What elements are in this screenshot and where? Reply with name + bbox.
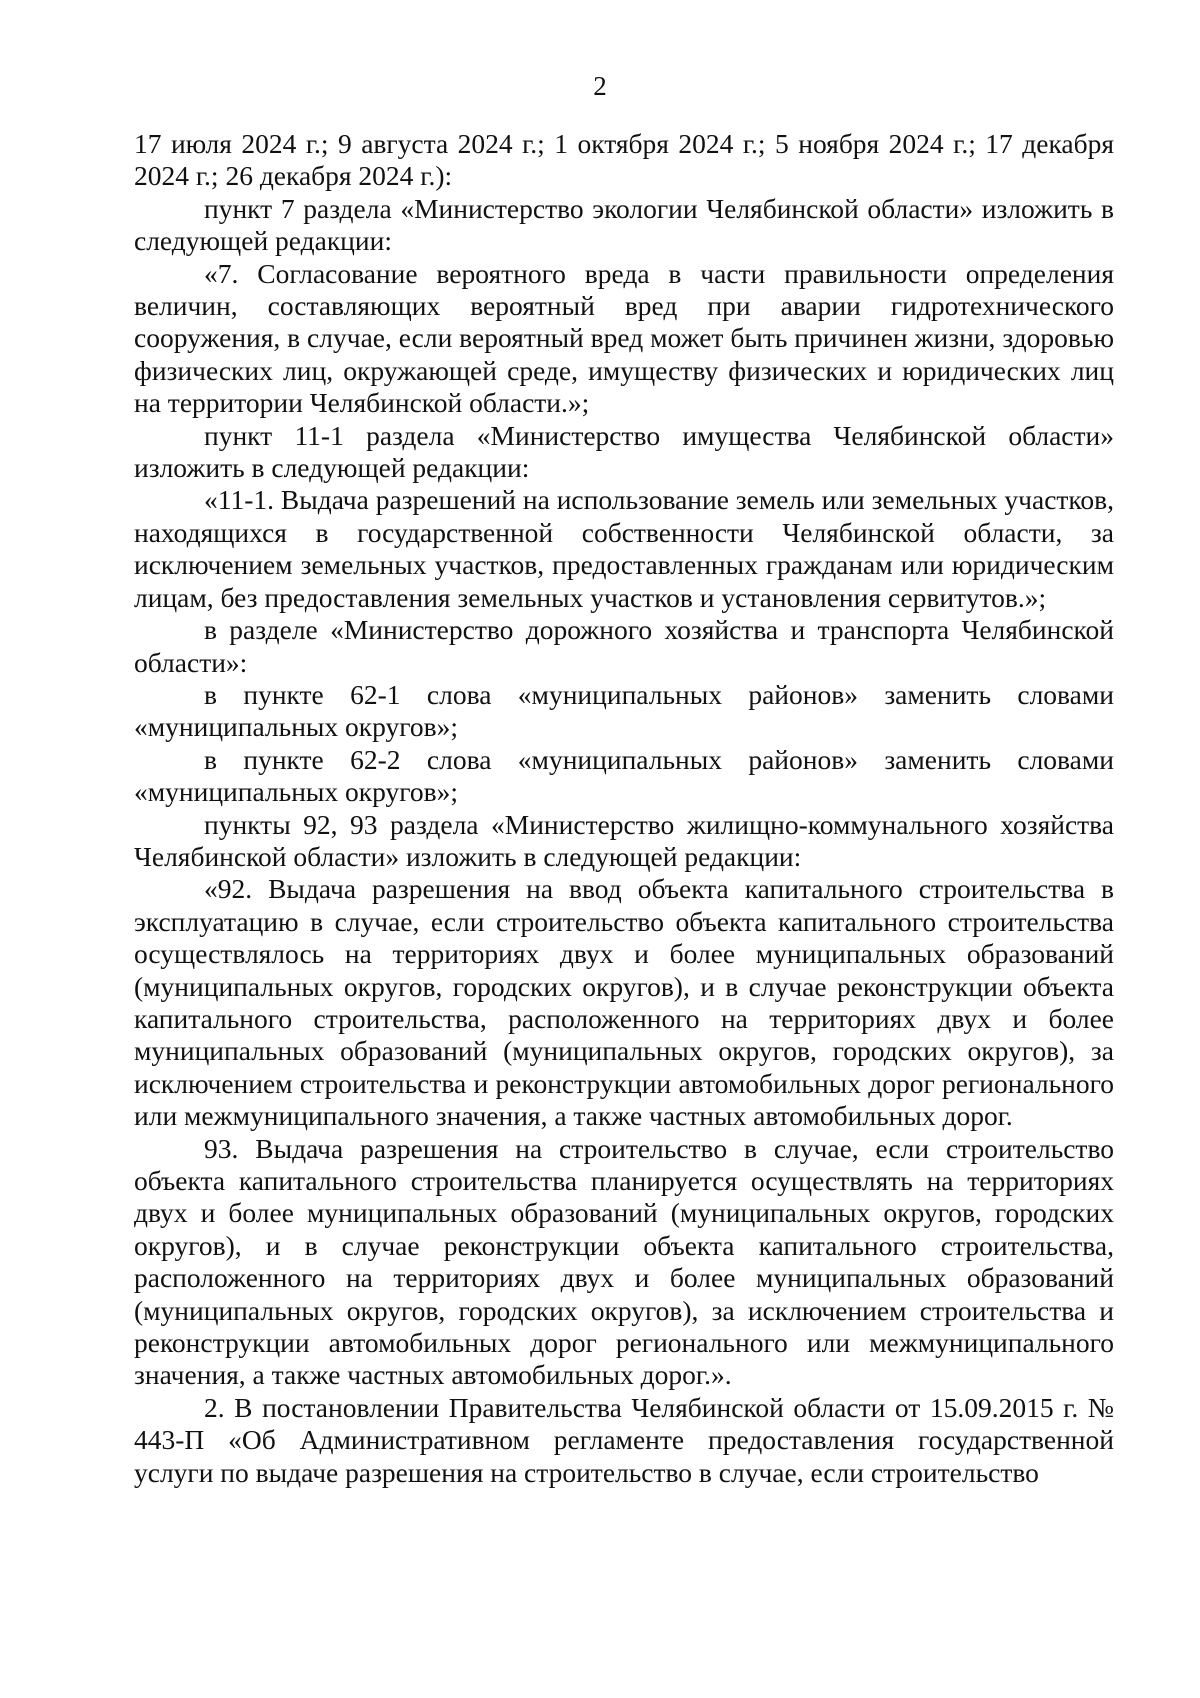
paragraph-items-92-93-housing: пункты 92, 93 раздела «Министерство жилищно-коммунального хозяйства Челябинской области» изложить в следующей редакции: bbox=[134, 808, 1114, 872]
paragraph-item-11-1-property: пункт 11-1 раздела «Министерство имущества Челябинской области» изложить в следующей редакции: bbox=[134, 419, 1114, 484]
paragraph-continuation-dates: 17 июля 2024 г.; 9 августа 2024 г.; 1 октября 2024 г.; 5 ноября 2024 г.; 17 декабря 2024 г.; 26 декабря 2024 г.): bbox=[134, 128, 1114, 192]
paragraph-item-62-1: в пункте 62-1 слова «муниципальных районов» заменить словами «муниципальных округов»; bbox=[134, 678, 1114, 743]
paragraph-item-7-ecology: пункт 7 раздела «Министерство экологии Челябинской области» изложить в следующей редакции: bbox=[134, 192, 1114, 257]
document-body bbox=[134, 128, 1114, 1489]
paragraph-item-93-text: 93. Выдача разрешения на строительство в случае, если строительство объекта капитального строительства планируется осуществлять на территориях двух и более муниципальных образований (муниципальных округов, городских округов), и в случае реконструкции объекта капитального строительства, расположенного на территориях двух и более муниципальных образований (муниципальных округов, городских округов), за исключением строительства и реконструкции автомобильных дорог регионального или межмуниципального значения, а также частных автомобильных дорог.». bbox=[134, 1132, 1114, 1391]
paragraph-section-2: 2. В постановлении Правительства Челябинской области от 15.09.2015 г. № 443-П «Об Административном регламенте предоставления государственной услуги по выдаче разрешения на строительство в случае, если строительство bbox=[134, 1391, 1114, 1488]
paragraph-item-11-1-text: «11-1. Выдача разрешений на использование земель или земельных участков, находящихся в государственной собственности Челябинской области, за исключением земельных участков, предоставленных гражданам или юридическим лицам, без предоставления земельных участков и установления сервитутов.»; bbox=[134, 484, 1114, 613]
paragraph-road-section: в разделе «Министерство дорожного хозяйства и транспорта Челябинской области»: bbox=[134, 614, 1114, 678]
paragraph-item-7-text: «7. Согласование вероятного вреда в части правильности определения величин, составляющих вероятный вред при аварии гидротехнического сооружения, в случае, если вероятный вред может быть причинен жизни, здоровью физических лиц, окружающей среде, имуществу физических и юридических лиц на территории Челябинской области.»; bbox=[134, 257, 1114, 419]
paragraph-item-62-2: в пункте 62-2 слова «муниципальных районов» заменить словами «муниципальных округов»; bbox=[134, 743, 1114, 808]
page-number: 2 bbox=[593, 71, 607, 101]
paragraph-item-92-text: «92. Выдача разрешения на ввод объекта капитального строительства в эксплуатацию в случае, если строительство объекта капитального строительства осуществлялось на территориях двух и более муниципальных образований (муниципальных округов, городских округов), и в случае реконструкции объекта капитального строительства, расположенного на территориях двух и более муниципальных образований (муниципальных округов, городских округов), за исключением строительства и реконструкции автомобильных дорог регионального или межмуниципального значения, а также частных автомобильных дорог. bbox=[134, 873, 1114, 1132]
